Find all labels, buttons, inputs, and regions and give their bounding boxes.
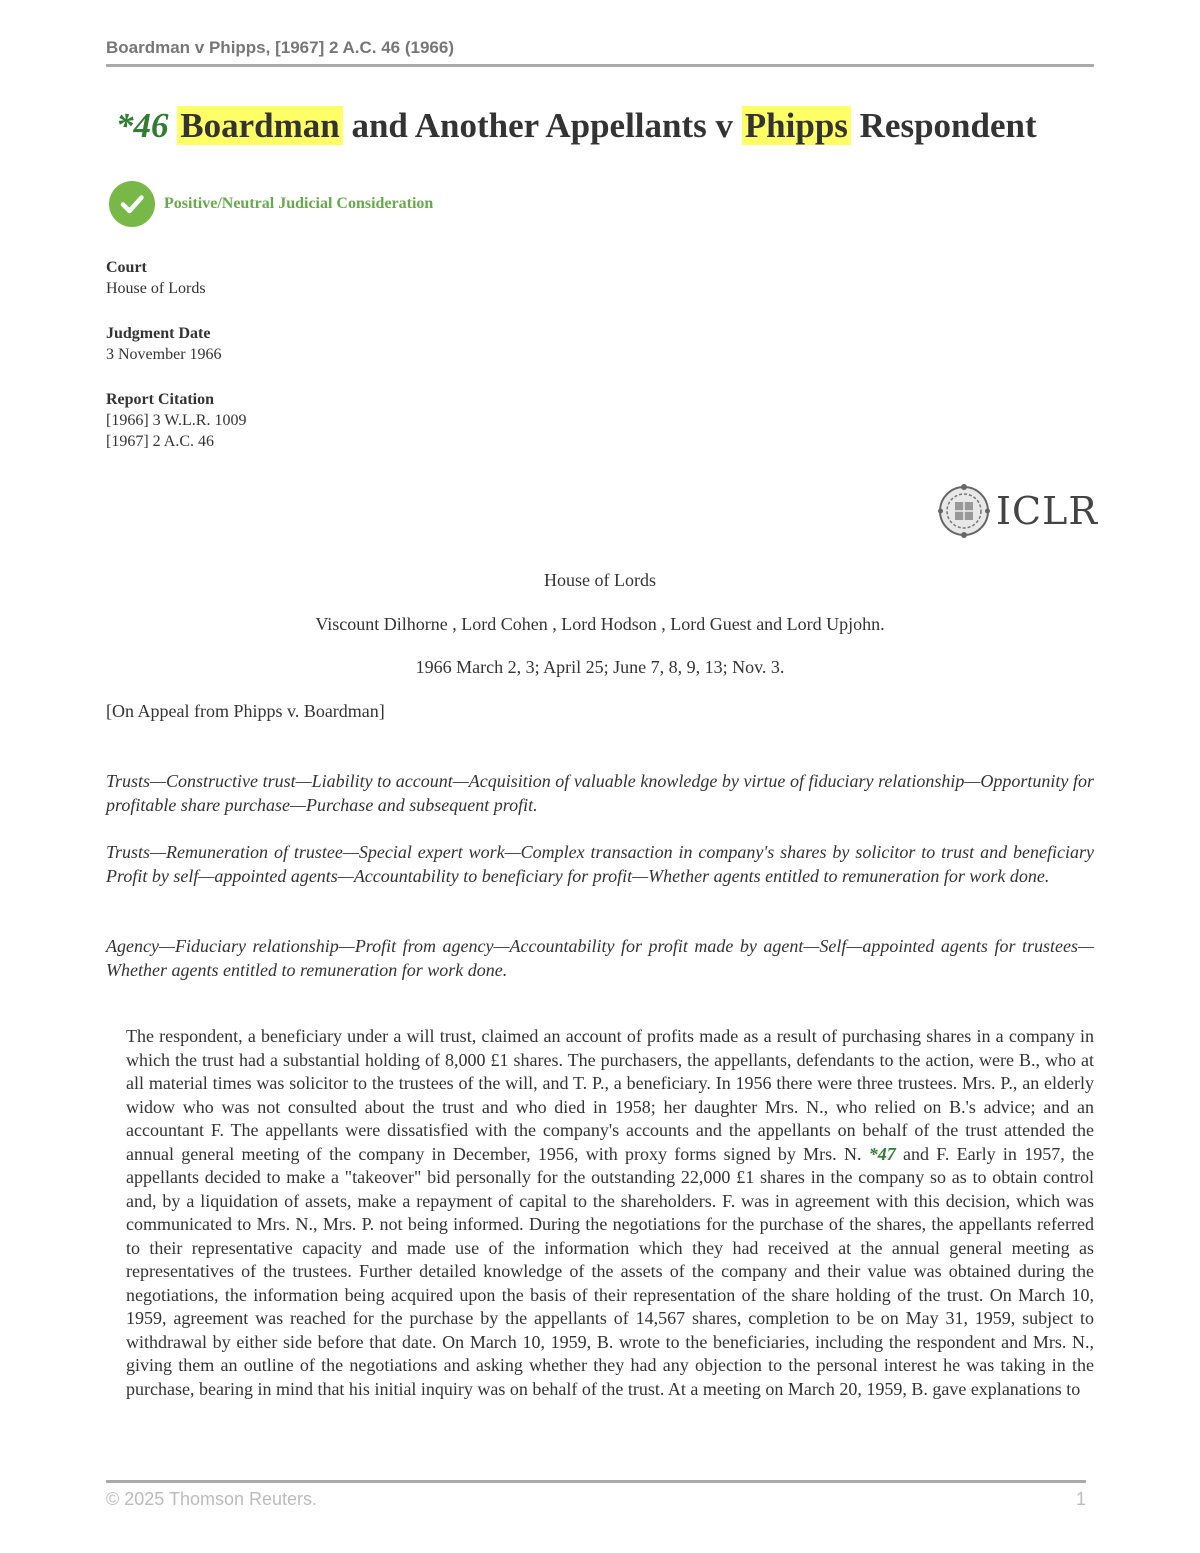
header-divider <box>106 64 1094 67</box>
title-end: Respondent <box>850 106 1037 145</box>
judges-list: Viscount Dilhorne , Lord Cohen , Lord Hodson , Lord Guest and Lord Upjohn. <box>315 614 885 634</box>
judicial-treatment-flag <box>109 182 433 226</box>
highlighted-party-boardman: Boardman <box>177 106 342 145</box>
catchword-paragraph: Agency—Fiduciary relationship—Profit from agency—Accountability for profit made by agent—Self—appointed agents for trustees—Whether agents entitled to remuneration for work done. <box>106 936 1094 980</box>
page-reference: *47 <box>868 1143 896 1164</box>
title-middle: and Another Appellants v <box>342 106 742 145</box>
page-reference: *46 <box>116 106 169 145</box>
report-citation-2: [1967] 2 A.C. 46 <box>106 433 214 450</box>
judgment-date-value: 3 November 1966 <box>106 346 222 363</box>
report-citation-label: Report Citation <box>106 391 214 408</box>
court-block <box>106 257 206 299</box>
footer-divider <box>106 1480 1086 1483</box>
headnote-text: and F. Early in 1957, the appellants decided to make a "takeover" bid personally for the outstanding 22,000 £1 shares in the company so as to obtain control and, by a liquidation of assets, make a repayment of capital to the shareholders. F. was in agreement with this decision, which was communicated to Mrs. N., Mrs. P. not being informed. During the negotiations for the purchase of the shares, the appellants referred to their representative capacity and made use of the information which they had received at the annual general meeting as representatives of the trustees. Further detailed knowledge of the assets of the company and their value was obtained during the negotiations, the information being acquired upon the basis of their representation of the share holding of the trust. On March 10, 1959, agreement was reached for the purchase by the appellants of 14,567 shares, completion to be on May 31, 1959, subject to withdrawal by either side before that date. On March 10, 1959, B. wrote to the beneficiaries, including the respondent and Mrs. N., giving them an outline of the negotiations and asking whether they had any objection to the personal interest he was taking in the purchase, bearing in mind that his initial inquiry was on behalf of the trust. At a meeting on March 20, 1959, B. gave explanations to <box>126 1143 1094 1399</box>
check-icon <box>109 181 155 227</box>
report-citation-block <box>106 389 246 452</box>
iclr-crest-icon <box>938 483 990 539</box>
iclr-logo <box>938 483 1098 539</box>
case-title <box>116 106 1116 146</box>
running-header: Boardman v Phipps, [1967] 2 A.C. 46 (1966) <box>106 38 454 57</box>
headnote-text: The respondent, a beneficiary under a will trust, claimed an account of profits made as a result of purchasing shares in a company in which the trust had a substantial holding of 8,000 £1 shares. The purchasers, the appellants, defendants to the action, were B., who at all material times was solicitor to the trustees of the will, and T. P., a beneficiary. In 1956 there were three trustees. Mrs. P., an elderly widow who was not consulted about the trust and who died in 1958; her daughter Mrs. N., who relied on B.'s advice; and an accountant F. The appellants were dissatisfied with the company's accounts and the appellants on behalf of the trust attended the annual general meeting of the company in December, 1956, with proxy forms signed by Mrs. N. <box>126 1026 1094 1164</box>
headnote-paragraph <box>126 1025 1094 1401</box>
judgment-date-label: Judgment Date <box>106 325 211 342</box>
treatment-label: Positive/Neutral Judicial Consideration <box>164 195 434 212</box>
iclr-logo-text: ICLR <box>996 489 1098 533</box>
report-citation-1: [1966] 3 W.L.R. 1009 <box>106 412 247 429</box>
catchword-paragraph: Trusts—Remuneration of trustee—Special expert work—Complex transaction in company's shares by solicitor to trust and beneficiary Profit by self—appointed agents—Accountability to beneficiary for profit—Whether agents entitled to remuneration for work done. <box>106 842 1094 886</box>
court-value: House of Lords <box>106 280 206 297</box>
copyright-notice: © 2025 Thomson Reuters. <box>106 1489 318 1509</box>
catchword-paragraph: Trusts—Constructive trust—Liability to account—Acquisition of valuable knowledge by virtue of fiduciary relationship—Opportunity for profitable share purchase—Purchase and subsequent profit. <box>106 771 1094 815</box>
page-number: 1 <box>1075 1489 1086 1509</box>
court-label: Court <box>106 259 147 276</box>
hearing-dates: 1966 March 2, 3; April 25; June 7, 8, 9, 13; Nov. 3. <box>415 657 785 677</box>
court-heading: House of Lords <box>544 570 656 590</box>
judgment-date-block <box>106 323 222 365</box>
highlighted-party-phipps: Phipps <box>742 106 851 145</box>
appeal-note: [On Appeal from Phipps v. Boardman] <box>106 701 385 721</box>
